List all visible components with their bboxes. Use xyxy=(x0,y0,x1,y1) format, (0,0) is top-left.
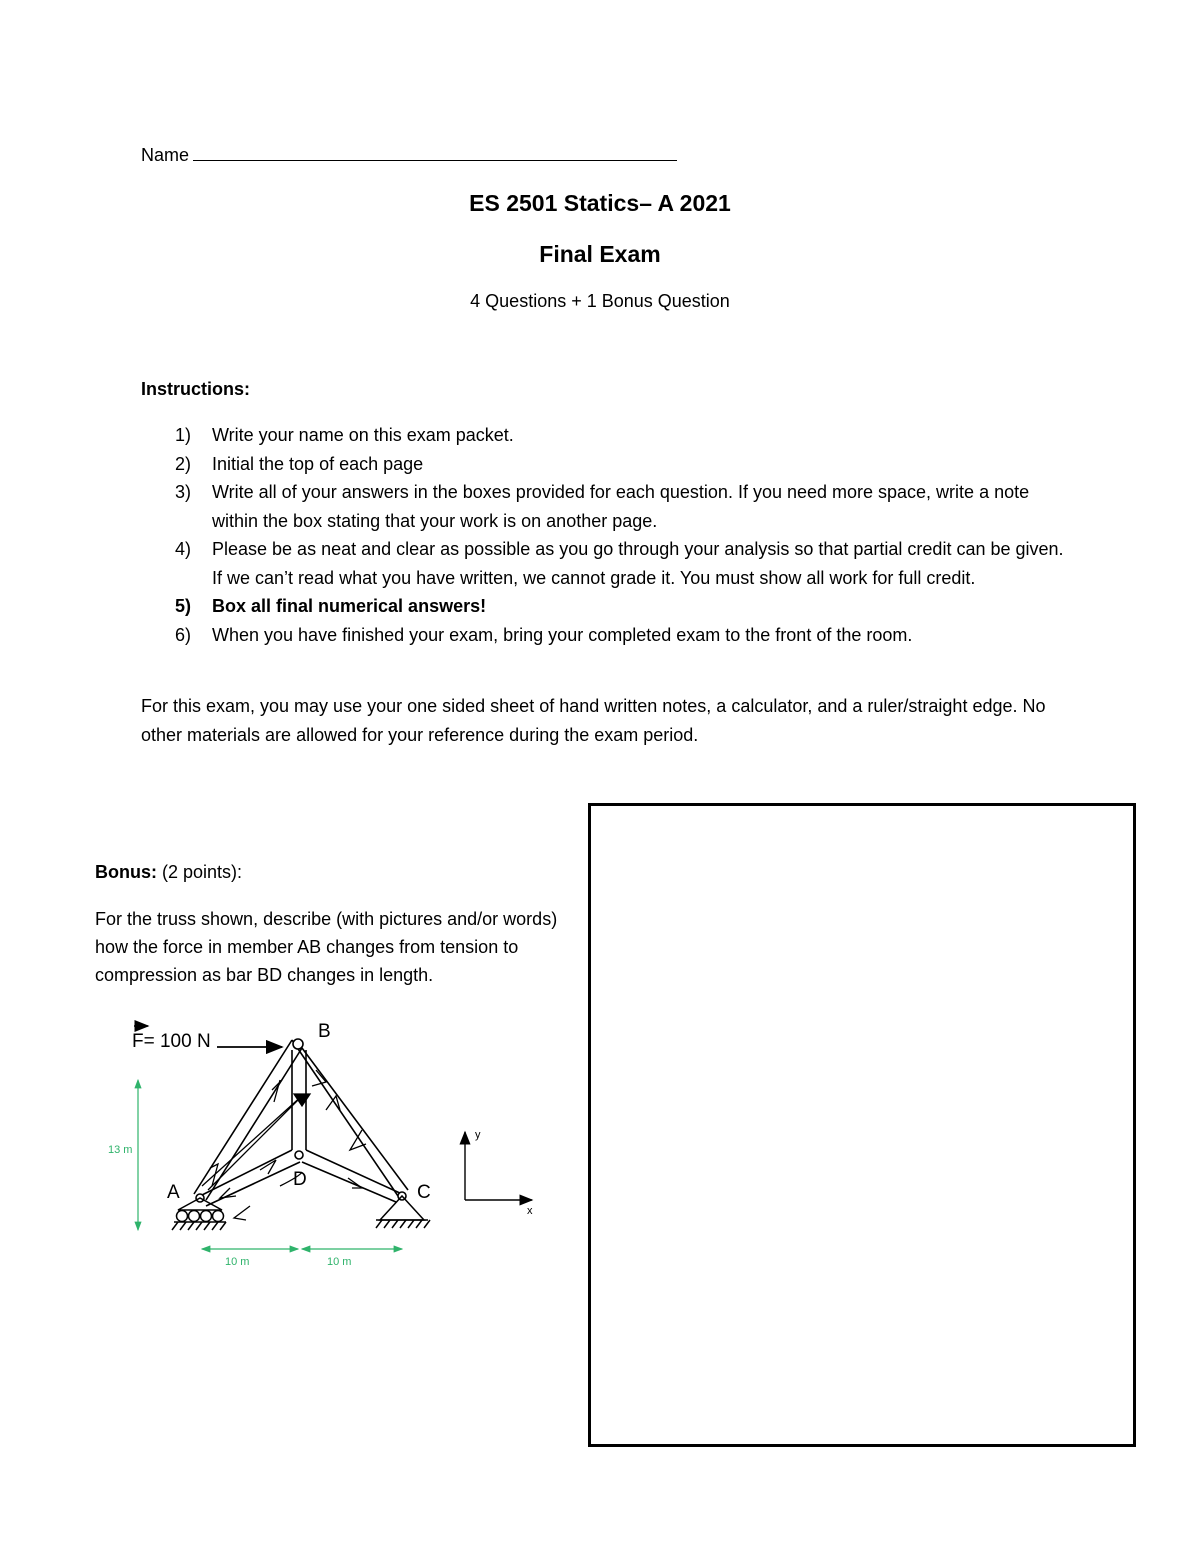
instruction-text: Initial the top of each page xyxy=(212,453,424,474)
instructions-list xyxy=(141,421,1071,649)
instruction-item xyxy=(141,450,1071,479)
sketch-arrows xyxy=(202,1070,366,1220)
joint-d xyxy=(295,1151,303,1159)
ground-hatch xyxy=(172,1222,226,1230)
instruction-item xyxy=(141,421,1071,450)
sketch-arrow xyxy=(234,1206,250,1220)
instruction-item xyxy=(141,592,1071,621)
roller-wheel xyxy=(177,1211,188,1222)
node-label-b: B xyxy=(318,1021,331,1042)
coordinate-axes xyxy=(465,1129,533,1217)
y-axis-label: y xyxy=(475,1129,481,1141)
member-bc xyxy=(292,1040,408,1196)
sketch-arrow xyxy=(208,1098,300,1190)
instruction-text: Write all of your answers in the boxes provided for each question. If you need more space, write a note within the box stating that your work is on another page. xyxy=(212,482,1030,531)
height-label: 13 m xyxy=(108,1144,133,1156)
exam-title: ES 2501 Statics– A 2021 xyxy=(469,190,731,216)
bonus-label: Bonus: xyxy=(95,862,157,882)
instruction-item xyxy=(141,621,1071,650)
exam-subtitle: Final Exam xyxy=(539,241,661,267)
force-label: F= 100 N xyxy=(132,1031,211,1052)
span-left-label: 10 m xyxy=(225,1256,250,1268)
bonus-heading xyxy=(95,862,242,883)
instructions-heading: Instructions: xyxy=(141,379,251,399)
ground-hatch xyxy=(376,1220,430,1228)
instruction-number: 4) xyxy=(175,539,192,559)
joint-b xyxy=(293,1039,303,1049)
instruction-number: 3) xyxy=(175,482,192,502)
materials-note: For this exam, you may use your one sided sheet of hand written notes, a calculator, and a ruler/straight edge. No other materials are allowed for your reference during the exam period. xyxy=(141,696,1046,745)
instruction-text: When you have finished your exam, bring your completed exam to the front of the room. xyxy=(212,624,913,645)
instruction-number: 6) xyxy=(175,624,192,645)
span-dimensions xyxy=(202,1249,402,1268)
roller-wheel xyxy=(189,1211,200,1222)
sketch-arrow xyxy=(350,1130,366,1150)
member-ab xyxy=(194,1040,302,1200)
member-dc xyxy=(302,1150,402,1202)
name-field[interactable] xyxy=(141,144,677,166)
name-blank-line[interactable] xyxy=(193,144,677,161)
instruction-number: 1) xyxy=(175,425,192,445)
bonus-prompt: For the truss shown, describe (with pictures and/or words) how the force in member AB changes from tension to compression as bar BD changes in length. xyxy=(95,909,558,985)
height-dimension xyxy=(108,1080,138,1230)
span-right-label: 10 m xyxy=(327,1256,352,1268)
instruction-number: 2) xyxy=(175,453,192,474)
node-label-d: D xyxy=(293,1169,307,1190)
instruction-text: Write your name on this exam packet. xyxy=(212,425,514,445)
instruction-item xyxy=(141,535,1071,592)
question-count: 4 Questions + 1 Bonus Question xyxy=(470,291,730,311)
x-axis-label: x xyxy=(527,1205,533,1217)
instruction-text: Please be as neat and clear as possible as you go through your analysis so that partial credit can be given. If we can’t read what you have written, we cannot grade it. You must show all work for full credit. xyxy=(212,539,1064,588)
node-label-a: A xyxy=(167,1182,180,1203)
instruction-item xyxy=(141,478,1071,535)
sketch-arrow xyxy=(202,1094,304,1186)
member-ad xyxy=(200,1150,300,1206)
instruction-number: 5) xyxy=(175,596,192,616)
answer-box[interactable] xyxy=(588,803,1136,1447)
force-arrow xyxy=(132,1026,282,1052)
instruction-text: Box all final numerical answers! xyxy=(212,596,487,616)
roller-wheel xyxy=(213,1211,224,1222)
truss-figure xyxy=(90,1010,550,1280)
bonus-points: (2 points): xyxy=(162,862,243,882)
roller-support-a xyxy=(172,1198,226,1230)
node-label-c: C xyxy=(417,1182,431,1203)
roller-wheel xyxy=(201,1211,212,1222)
name-label: Name xyxy=(141,145,190,165)
